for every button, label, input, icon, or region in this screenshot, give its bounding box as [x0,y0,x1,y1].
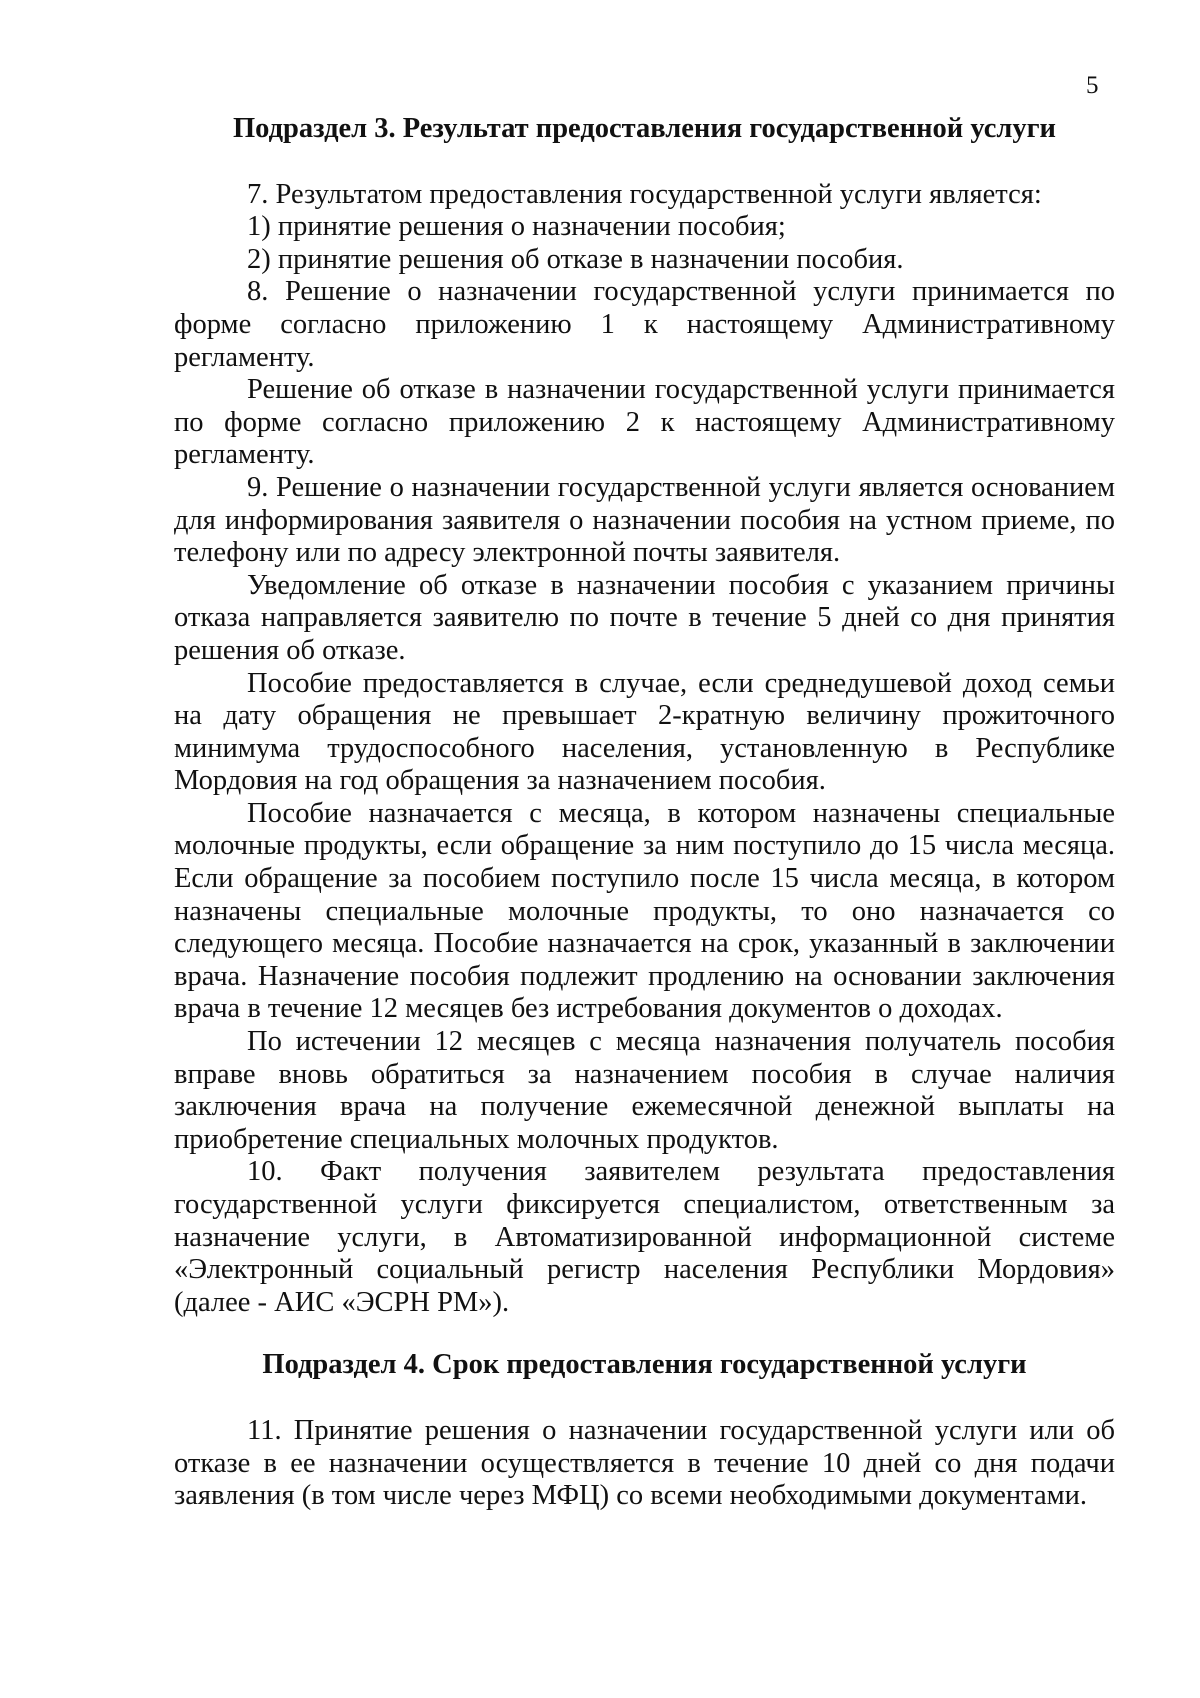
paragraph-10: 10. Факт получения заявителем результата предоставления государственной услуги фиксируется специалистом, ответственным за назначение услуги, в Автоматизированной информационной системе «Электронный социальный регистр населения Республики Мордовия» (далее - АИС «ЭСРН РМ»). [174,1156,1115,1318]
paragraph-9-income: Пособие предоставляется в случае, если среднедушевой доход семьи на дату обращения не превышает 2-кратную величину прожиточного минимума трудоспособного населения, установленную в Республике Мордовия на год обращения за назначением пособия. [174,667,1115,797]
section-3-title: Подраздел 3. Результат предоставления государственной услуги [233,113,1056,144]
document-body [174,113,1115,1513]
paragraph-9-renewal: По истечении 12 месяцев с месяца назначения получатель пособия вправе вновь обратиться за назначением пособия в случае наличия заключения врача на получение ежемесячной денежной выплаты на приобретение специальных молочных продуктов. [174,1026,1115,1155]
page-number: 5 [1086,72,1099,99]
list-item-2: 2) принятие решения об отказе в назначении пособия. [247,243,904,275]
paragraph-9-assignment: Пособие назначается с месяца, в котором назначены специальные молочные продукты, если обращение за ним поступило до 15 числа месяца. Если обращение за пособием поступило после 15 числа месяца, в котором назначены специальные молочные продукты, то оно назначается со следующего месяца. Пособие назначается на срок, указанный в заключении врача. Назначение пособия подлежит продлению на основании заключения врача в течение 12 месяцев без истребования документов о доходах. [174,797,1115,1025]
paragraph-8: 8. Решение о назначении государственной услуги принимается по форме согласно приложению 1 к настоящему Административному регламенту. [174,276,1115,373]
paragraph-8-refusal: Решение об отказе в назначении государственной услуги принимается по форме согласно приложению 2 к настоящему Административному регламенту. [174,374,1115,471]
paragraph-9: 9. Решение о назначении государственной услуги является основанием для информирования заявителя о назначении пособия на устном приеме, по телефону или по адресу электронной почты заявителя. [174,471,1115,569]
paragraph-11: 11. Принятие решения о назначении государственной услуги или об отказе в ее назначении осуществляется в течение 10 дней со дня подачи заявления (в том числе через МФЦ) со всеми необходимыми документами. [174,1414,1115,1512]
paragraph-7: 7. Результатом предоставления государственной услуги является: [247,178,1042,210]
section-4-title: Подраздел 4. Срок предоставления государственной услуги [262,1349,1027,1381]
paragraph-9-notification: Уведомление об отказе в назначении пособия с указанием причины отказа направляется заявителю по почте в течение 5 дней со дня принятия решения об отказе. [174,569,1115,666]
list-item-1: 1) принятие решения о назначении пособия; [247,211,786,243]
